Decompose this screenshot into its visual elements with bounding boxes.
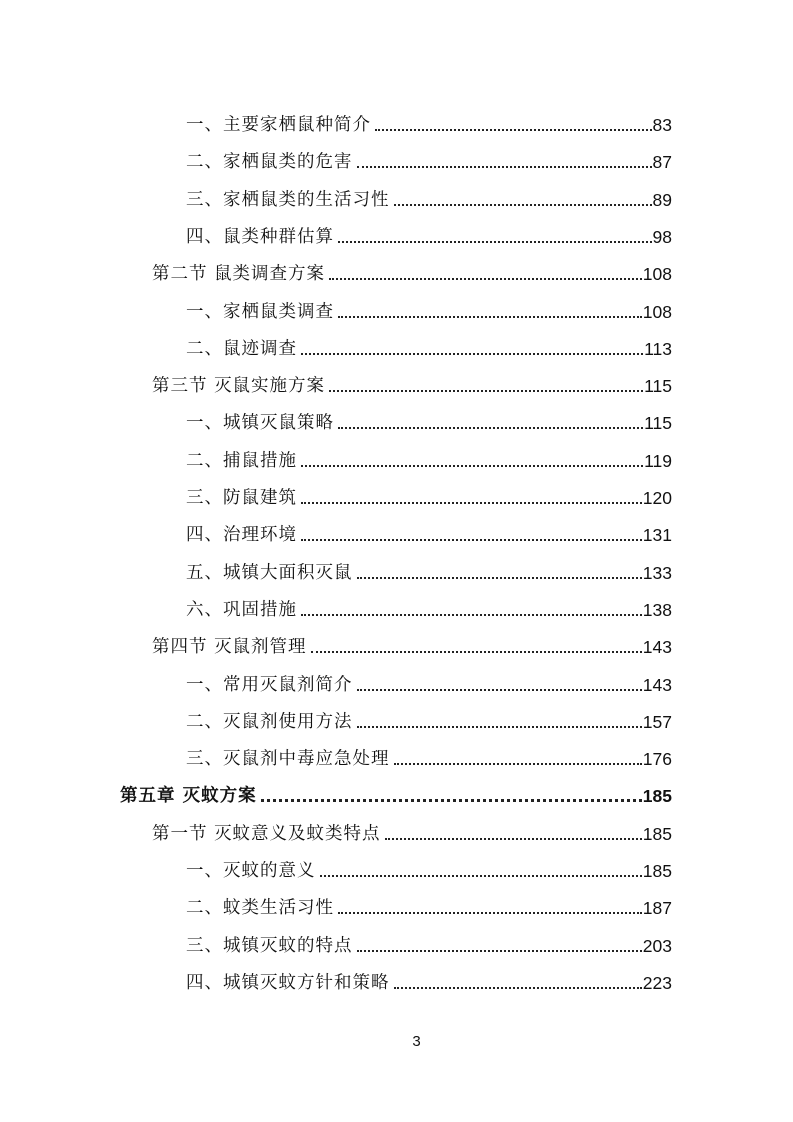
toc-entry-page: 223 <box>642 972 672 993</box>
toc-entry-page: 203 <box>642 935 672 956</box>
dot-leader <box>329 390 643 392</box>
dot-leader <box>301 465 643 467</box>
toc-entry-title: 二、鼠迹调查 <box>186 338 297 359</box>
dot-leader <box>301 539 642 541</box>
dot-leader <box>301 353 643 355</box>
toc-entry-title: 四、治理环境 <box>186 525 297 546</box>
toc-entry-title: 一、灭蚊的意义 <box>186 861 316 881</box>
toc-item-entry[interactable] <box>186 925 672 957</box>
toc-item-entry[interactable] <box>186 402 672 434</box>
toc-item-entry[interactable] <box>186 887 672 919</box>
toc-item-entry[interactable] <box>186 440 672 472</box>
toc-entry-title: 第四节 灭鼠剂管理 <box>152 637 307 658</box>
toc-item-entry[interactable] <box>186 216 672 248</box>
toc-item-entry[interactable] <box>186 701 672 733</box>
toc-item-entry[interactable] <box>186 738 672 770</box>
dot-leader <box>385 838 642 840</box>
dot-leader <box>338 912 642 914</box>
toc-entry-page: 185 <box>642 861 672 881</box>
toc-item-entry[interactable] <box>186 962 672 994</box>
toc-entry-page: 98 <box>652 226 672 247</box>
toc-item-entry[interactable] <box>186 291 672 323</box>
dot-leader <box>261 799 642 802</box>
toc-entry-title: 四、城镇灭蚊方针和策略 <box>186 972 390 993</box>
toc-entry-page: 108 <box>642 301 672 322</box>
toc-entry-page: 185 <box>642 786 672 807</box>
toc-entry-page: 185 <box>642 823 672 844</box>
toc-item-entry[interactable] <box>186 477 672 509</box>
toc-entry-page: 108 <box>642 264 672 285</box>
dot-leader <box>338 241 652 243</box>
toc-item-entry[interactable] <box>186 664 672 696</box>
dot-leader <box>338 427 643 429</box>
dot-leader <box>394 763 642 765</box>
toc-entry-title: 一、城镇灭鼠策略 <box>186 413 334 434</box>
toc-section-entry[interactable] <box>152 365 672 397</box>
dot-leader <box>301 614 642 616</box>
toc-entry-page: 87 <box>652 152 672 173</box>
toc-entry-page: 115 <box>644 376 672 397</box>
dot-leader <box>301 502 642 504</box>
toc-entry-title: 四、鼠类种群估算 <box>186 226 334 247</box>
toc-section-entry[interactable] <box>152 253 672 285</box>
toc-entry-page: 120 <box>642 488 672 508</box>
toc-entry-page: 176 <box>642 749 672 770</box>
toc-entry-page: 89 <box>652 189 672 210</box>
dot-leader <box>357 689 642 691</box>
dot-leader <box>357 166 652 168</box>
toc-entry-page: 131 <box>642 525 672 546</box>
dot-leader <box>357 950 642 952</box>
toc-entry-title: 一、家栖鼠类调查 <box>186 301 334 322</box>
toc-entry-page: 83 <box>652 115 672 135</box>
toc-entry-title: 三、灭鼠剂中毒应急处理 <box>186 749 390 770</box>
toc-entry-title: 二、蚊类生活习性 <box>186 898 334 919</box>
toc-item-entry[interactable] <box>186 514 672 546</box>
toc-section-entry[interactable] <box>152 626 672 658</box>
dot-leader <box>394 987 642 989</box>
toc-entry-title: 第五章 灭蚊方案 <box>120 786 257 807</box>
dot-leader <box>329 278 642 280</box>
dot-leader <box>311 651 642 653</box>
toc-entry-title: 三、防鼠建筑 <box>186 488 297 508</box>
toc-entry-title: 一、主要家栖鼠种简介 <box>186 115 371 135</box>
toc-entry-title: 二、灭鼠剂使用方法 <box>186 711 353 732</box>
toc-entry-title: 第二节 鼠类调查方案 <box>152 264 326 285</box>
toc-entry-title: 五、城镇大面积灭鼠 <box>186 562 353 583</box>
toc-item-entry[interactable] <box>186 328 672 360</box>
dot-leader <box>338 316 642 318</box>
toc-entry-title: 六、巩固措施 <box>186 599 297 620</box>
toc-item-entry[interactable] <box>186 552 672 584</box>
toc-entry-page: 138 <box>642 599 672 620</box>
toc-item-entry[interactable] <box>186 850 672 882</box>
toc-entry-title: 三、城镇灭蚊的特点 <box>186 935 353 956</box>
page-number: 3 <box>412 1033 421 1050</box>
toc-item-entry[interactable] <box>186 141 672 173</box>
toc-entry-page: 187 <box>642 898 672 919</box>
toc-entry-page: 115 <box>644 413 672 434</box>
toc-item-entry[interactable] <box>186 104 672 136</box>
toc-entry-page: 143 <box>642 637 672 658</box>
toc-item-entry[interactable] <box>186 589 672 621</box>
dot-leader <box>375 129 652 131</box>
toc-entry-page: 113 <box>644 338 672 359</box>
toc-entry-title: 三、家栖鼠类的生活习性 <box>186 189 390 210</box>
dot-leader <box>394 204 652 206</box>
toc-entry-title: 第三节 灭鼠实施方案 <box>152 376 326 397</box>
toc-entry-page: 157 <box>642 711 672 732</box>
toc-entry-title: 二、家栖鼠类的危害 <box>186 152 353 173</box>
toc-section-entry[interactable] <box>152 813 672 845</box>
toc-entry-page: 133 <box>642 562 672 583</box>
toc-entry-title: 第一节 灭蚊意义及蚊类特点 <box>152 823 381 844</box>
dot-leader <box>357 726 642 728</box>
toc-entry-title: 二、捕鼠措施 <box>186 450 297 471</box>
toc-item-entry[interactable] <box>186 179 672 211</box>
dot-leader <box>357 577 642 579</box>
toc-entry-title: 一、常用灭鼠剂简介 <box>186 674 353 695</box>
toc-chapter-entry[interactable] <box>120 775 672 807</box>
toc-entry-page: 143 <box>642 674 672 695</box>
toc-entry-page: 119 <box>644 450 672 471</box>
dot-leader <box>320 875 642 877</box>
